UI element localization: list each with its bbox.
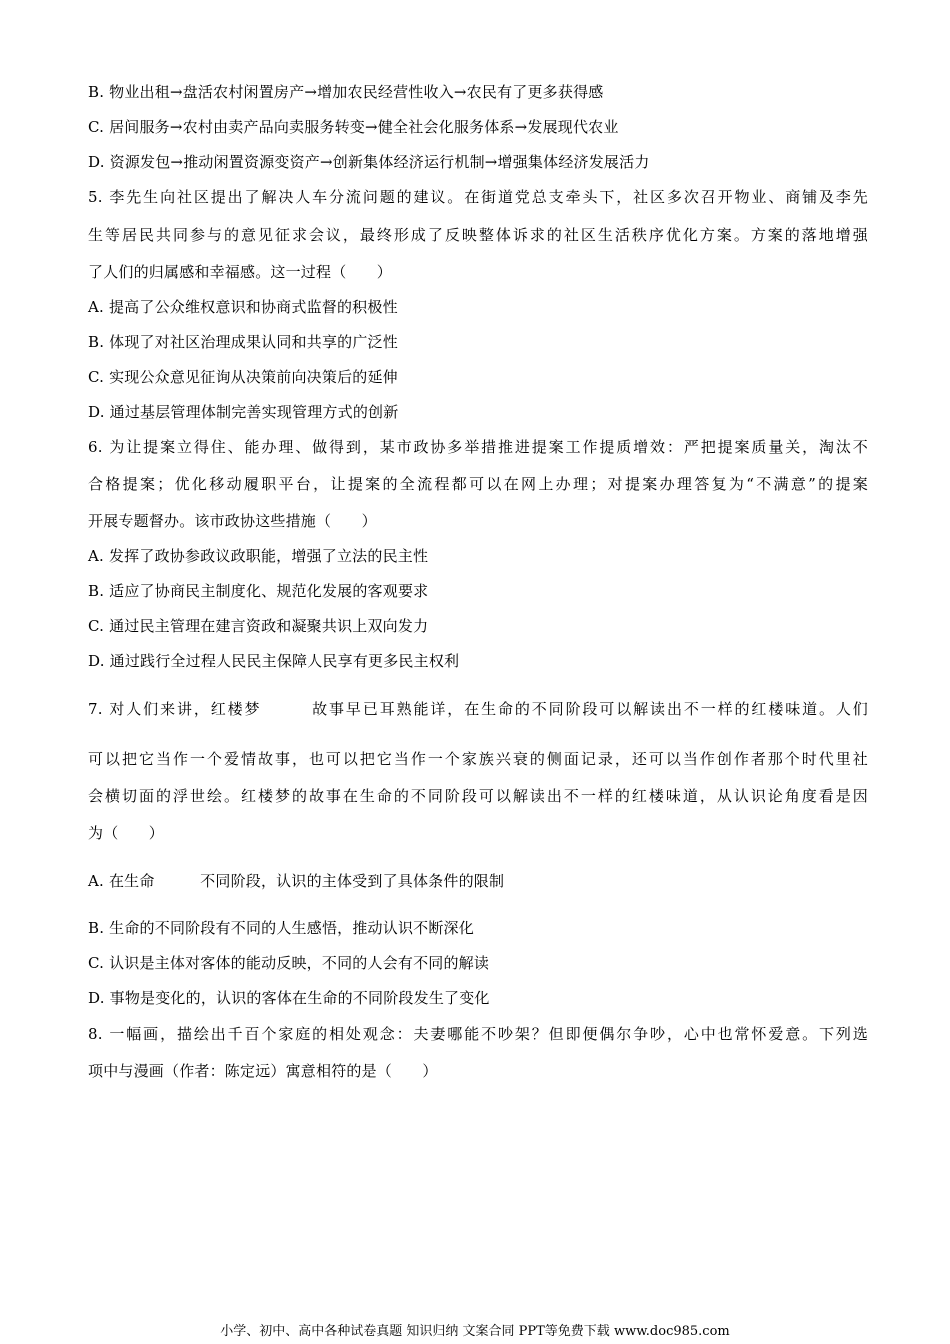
- option-7c: C. 认识是主体对客体的能动反映，不同的人会有不同的解读: [88, 954, 490, 972]
- page-footer: 小学、初中、高中各种试卷真题 知识归纳 文案合同 PPT等免费下载 www.doc985.com: [220, 1324, 730, 1339]
- option-4c: C. 居间服务→农村由卖产品向卖服务转变→健全社会化服务体系→发展现代农业: [88, 118, 619, 136]
- option-5b: B. 体现了对社区治理成果认同和共享的广泛性: [88, 333, 398, 351]
- question-5-line-2: 生等居民共同参与的意见征求会议，最终形成了反映整体诉求的社区生活秩序优化方案。方案的落地增强: [88, 226, 868, 244]
- question-6-line-2: 合格提案；优化移动履职平台，让提案的全流程都可以在网上办理；对提案办理答复为“不满意”的提案: [88, 475, 868, 493]
- option-6a: A. 发挥了政协参政议政职能，增强了立法的民主性: [88, 547, 429, 565]
- option-7d: D. 事物是变化的，认识的客体在生命的不同阶段发生了变化: [88, 989, 490, 1007]
- option-6b: B. 适应了协商民主制度化、规范化发展的客观要求: [88, 582, 429, 600]
- option-4b: B. 物业出租→盘活农村闲置房产→增加农民经营性收入→农民有了更多获得感: [88, 83, 604, 101]
- question-8-line-2: 项中与漫画（作者：陈定远）寓意相符的是（ ）: [88, 1062, 438, 1080]
- option-5a: A. 提高了公众维权意识和协商式监督的积极性: [88, 298, 398, 316]
- question-8-line-1: 8. 一幅画，描绘出千百个家庭的相处观念：夫妻哪能不吵架？但即便偶尔争吵，心中也常怀爱意。下列选: [88, 1025, 868, 1043]
- question-7-line-4: 为（ ）: [88, 824, 165, 842]
- question-5-line-3: 了人们的归属感和幸福感。这一过程（ ）: [88, 263, 393, 281]
- option-5d: D. 通过基层管理体制完善实现管理方式的创新: [88, 403, 399, 421]
- question-7-line-2: 可以把它当作一个爱情故事，也可以把它当作一个家族兴衰的侧面记录，还可以当作创作者那个时代里社: [88, 750, 868, 768]
- question-5-line-1: 5. 李先生向社区提出了解决人车分流问题的建议。在街道党总支牵头下，社区多次召开物业、商铺及李先: [88, 188, 868, 206]
- option-6d: D. 通过践行全过程人民民主保障人民享有更多民主权利: [88, 652, 460, 670]
- question-6-line-1: 6. 为让提案立得住、能办理、做得到，某市政协多举措推进提案工作提质增效：严把提案质量关，淘汰不: [88, 438, 868, 456]
- option-6c: C. 通过民主管理在建言资政和凝聚共识上双向发力: [88, 617, 429, 635]
- option-7b: B. 生命的不同阶段有不同的人生感悟，推动认识不断深化: [88, 919, 474, 937]
- question-6-line-3: 开展专题督办。该市政协这些措施（ ）: [88, 512, 377, 530]
- option-5c: C. 实现公众意见征询从决策前向决策后的延伸: [88, 368, 398, 386]
- question-7-line-1: 7. 对人们来讲，红楼梦 故事早已耳熟能详，在生命的不同阶段可以解读出不一样的红楼味道。人们: [88, 700, 868, 718]
- question-7-line-3: 会横切面的浮世绘。红楼梦的故事在生命的不同阶段可以解读出不一样的红楼味道，从认识论角度看是因: [88, 787, 868, 805]
- option-4d: D. 资源发包→推动闲置资源变资产→创新集体经济运行机制→增强集体经济发展活力: [88, 153, 650, 171]
- option-7a: A. 在生命 不同阶段，认识的主体受到了具体条件的限制: [88, 872, 505, 890]
